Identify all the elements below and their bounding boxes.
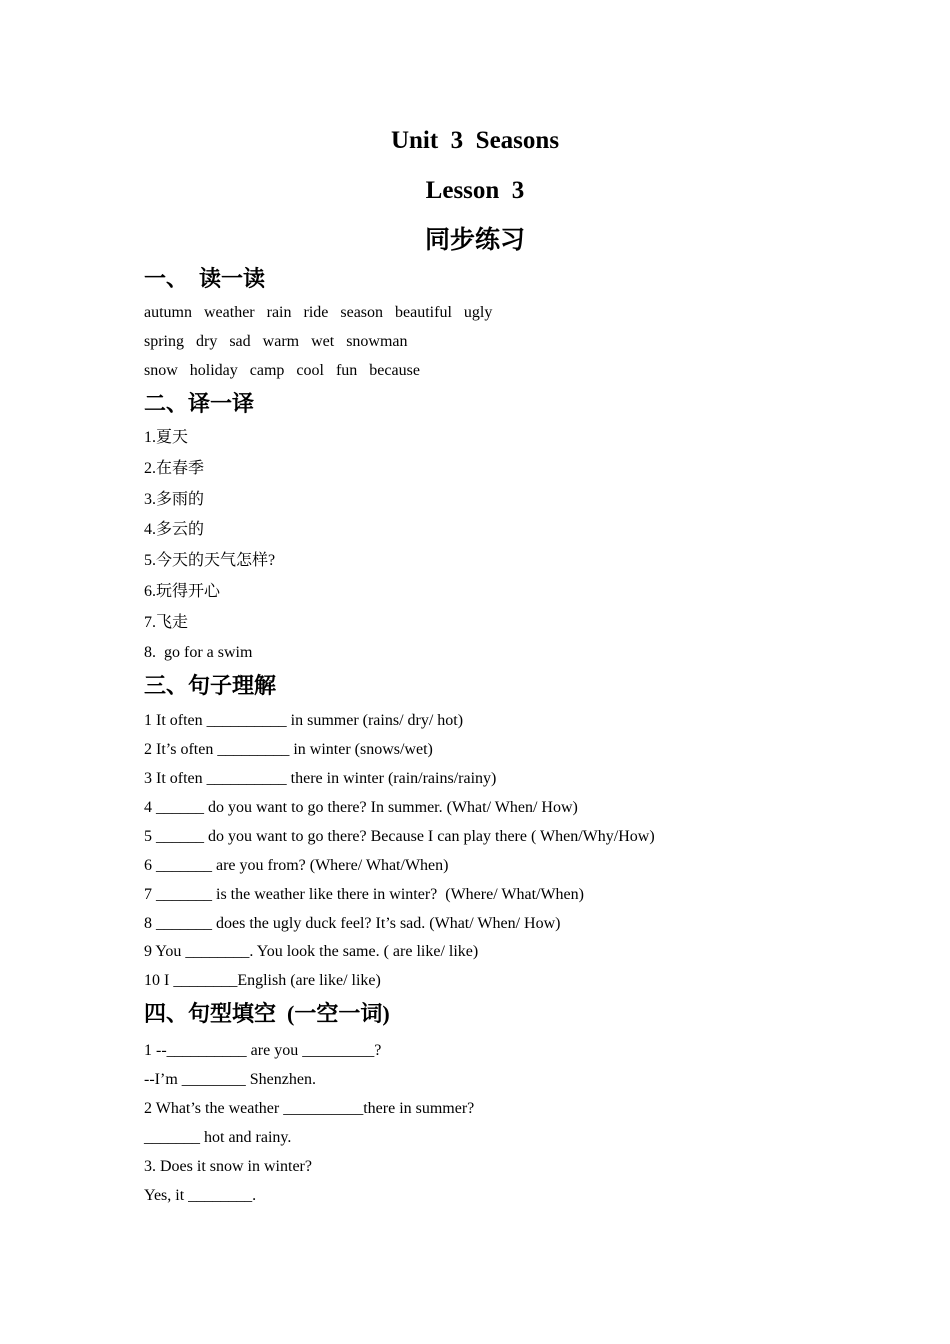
sentence-item: 10 I ________English (are like/ like) [144,972,381,989]
section-4-heading: 四、句型填空 (一空一词) [144,1001,390,1026]
sentence-item: 7 _______ is the weather like there in winter? (Where/ What/When) [144,886,584,903]
sentence-item: 3 It often __________ there in winter (rain/rains/rainy) [144,770,497,787]
sentence-item: 4 ______ do you want to go there? In summer. (What/ When/ How) [144,799,578,816]
unit-title: Unit 3 Seasons [390,127,560,154]
section-3-heading: 三、句子理解 [144,673,277,698]
exercise-title: 同步练习 [424,227,525,254]
fill-item: 1 --__________ are you _________? [144,1042,382,1059]
translate-item: 2.在春季 [144,460,205,477]
translate-item: 6.玩得开心 [144,583,221,600]
translate-item: 4.多云的 [144,521,205,538]
fill-item: 2 What’s the weather __________there in summer? [144,1100,475,1117]
lesson-title: Lesson 3 [425,177,525,204]
section-1-heading: 一、 读一读 [144,266,266,291]
fill-item: 3. Does it snow in winter? [144,1158,312,1175]
sentence-item: 8 _______ does the ugly duck feel? It’s sad. (What/ When/ How) [144,915,561,932]
fill-item: --I’m ________ Shenzhen. [144,1071,316,1088]
sentence-item: 2 It’s often _________ in winter (snows/wet) [144,741,433,758]
sentence-item: 9 You ________. You look the same. ( are like/ like) [144,943,479,960]
sentence-item: 5 ______ do you want to go there? Because I can play there ( When/Why/How) [144,828,655,845]
translate-item: 5.今天的天气怎样? [144,552,276,569]
section-2-heading: 二、译一译 [144,391,255,416]
vocab-line: spring dry sad warm wet snowman [144,333,408,350]
translate-item: 3.多雨的 [144,491,205,508]
vocab-line: autumn weather rain ride season beautiful ugly [144,304,493,321]
translate-item: 7.飞走 [144,614,189,631]
fill-item: _______ hot and rainy. [144,1129,292,1146]
vocab-line: snow holiday camp cool fun because [144,362,420,379]
sentence-item: 6 _______ are you from? (Where/ What/When) [144,857,449,874]
sentence-item: 1 It often __________ in summer (rains/ dry/ hot) [144,712,464,729]
fill-item: Yes, it ________. [144,1187,257,1204]
translate-item: 1.夏天 [144,429,189,446]
translate-item: 8. go for a swim [144,644,253,661]
